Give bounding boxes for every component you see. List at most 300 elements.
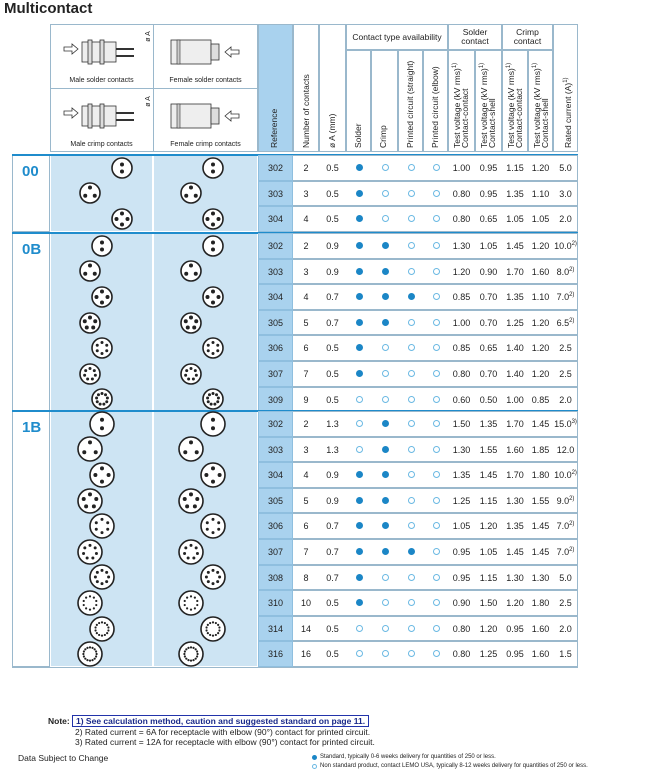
rated-current-value: 8.0$^{2)}$ [556, 266, 575, 277]
male-crimp-caption: Male crimp contacts [70, 141, 133, 148]
availability-pe-dot [433, 268, 440, 275]
diameter-value: 0.5 [326, 623, 339, 634]
diameter-value: 0.7 [326, 547, 339, 557]
availability-c-dot [382, 420, 389, 427]
availability-ps-dot [408, 242, 415, 249]
contacts-value: 14 [300, 623, 311, 634]
test-voltage-value: 1.05 [531, 214, 550, 225]
diameter-value: 0.7 [326, 572, 339, 583]
test-voltage-value: 1.20 [506, 598, 524, 609]
test-voltage-value: 0.80 [452, 649, 471, 660]
availability-ps-dot [408, 319, 415, 326]
reference-value: 310 [267, 598, 284, 609]
male-connector-face-icon [79, 182, 101, 204]
test-voltage-value: 1.60 [506, 444, 524, 455]
test-voltage-value: 0.85 [452, 343, 471, 354]
pc-elbow-label: Printed circuit (elbow) [430, 66, 440, 148]
test-voltage-value: 0.80 [452, 188, 471, 199]
test-voltage-label-4: Test voltage (kV rms)$^{1)}$ [531, 62, 542, 148]
male-solder-caption: Male solder contacts [69, 77, 134, 84]
contacts-value: 16 [300, 649, 311, 660]
test-voltage-value: 1.80 [531, 470, 550, 481]
header-image-divider-h [50, 88, 258, 89]
test-voltage-value: 1.05 [506, 214, 524, 225]
test-voltage-value: 0.95 [506, 623, 524, 634]
rated-current-value: 10.0$^{2)}$ [554, 241, 577, 251]
reference-value: 309 [267, 394, 284, 405]
test-voltage-value: 1.00 [452, 317, 471, 328]
male-connector-face-icon [91, 235, 113, 257]
rated-current-value: 2.5 [559, 598, 572, 609]
reference-value: 314 [267, 623, 284, 634]
test-voltage-value: 0.50 [479, 394, 498, 405]
contacts-value: 8 [303, 572, 309, 583]
male-connector-face-icon [91, 337, 113, 359]
availability-ps-dot [408, 396, 415, 403]
diameter-value: 0.5 [326, 649, 339, 660]
reference-value: 304 [267, 214, 284, 225]
rated-current-value: 2.5 [559, 369, 572, 379]
test-voltage-value: 1.70 [506, 419, 524, 429]
test-voltage-value: 0.95 [479, 163, 498, 173]
rated-current-value: 9.0$^{2)}$ [556, 495, 575, 506]
series-label-1B: 1B [22, 419, 42, 436]
availability-ps-dot [408, 190, 415, 197]
female-connector-face-icon [180, 363, 202, 385]
reference-value: 304 [267, 470, 284, 481]
test-voltage-value: 1.20 [452, 266, 471, 277]
diameter-value: 0.7 [326, 521, 339, 532]
dim-label-bottom: ø A [144, 96, 152, 107]
availability-c-dot [382, 370, 389, 377]
male-connector-face-icon [79, 363, 101, 385]
test-voltage-value: 0.65 [479, 214, 498, 225]
availability-c-dot [382, 396, 389, 403]
availability-pe-dot [433, 370, 440, 377]
series-0B-image-panel-2 [153, 233, 258, 412]
reference-value: 308 [267, 572, 284, 583]
male-connector-face-icon [77, 488, 103, 514]
rated-current-value: 6.5$^{2)}$ [556, 317, 575, 328]
test-voltage-value: 1.10 [531, 188, 550, 199]
series-00-image-panel-1 [50, 155, 153, 232]
male-connector-face-icon [111, 157, 133, 179]
test-voltage-value: 1.85 [531, 444, 550, 455]
reference-value: 316 [267, 649, 284, 660]
test-voltage-sub-4: Contact-shell [540, 98, 550, 148]
contact-type-header: Contact type availability [352, 31, 442, 42]
rated-current-value: 2.0 [559, 623, 572, 634]
contacts-value: 9 [303, 394, 309, 405]
rated-current-value: 2.0 [559, 394, 572, 405]
test-voltage-value: 1.45 [506, 241, 524, 251]
female-connector-face-icon [200, 462, 226, 488]
test-voltage-value: 1.35 [479, 419, 498, 429]
contacts-value: 5 [303, 495, 309, 506]
rated-current-value: 10.0$^{2)}$ [554, 470, 577, 481]
test-voltage-value: 0.60 [452, 394, 471, 405]
availability-c-dot [382, 242, 389, 249]
reference-value: 302 [267, 419, 284, 429]
test-voltage-value: 1.35 [506, 292, 524, 303]
test-voltage-value: 1.45 [531, 547, 550, 557]
test-voltage-value: 0.80 [452, 214, 471, 225]
test-voltage-value: 0.95 [452, 547, 471, 557]
test-voltage-value: 0.90 [452, 598, 471, 609]
male-connector-face-icon [91, 286, 113, 308]
legend-empty-dot [312, 764, 317, 769]
female-connector-face-icon [200, 411, 226, 437]
test-voltage-value: 1.20 [531, 317, 550, 328]
test-voltage-value: 0.95 [479, 188, 498, 199]
female-connector-face-icon [202, 157, 224, 179]
availability-ps-dot [408, 268, 415, 275]
solder-label: Solder [353, 123, 363, 148]
male-connector-face-icon [89, 564, 115, 590]
table-bottom-rule [12, 667, 578, 668]
test-voltage-value: 1.25 [452, 495, 471, 506]
test-voltage-value: 1.05 [479, 241, 498, 251]
test-voltage-value: 1.15 [479, 495, 498, 506]
availability-c-dot [382, 625, 389, 632]
test-voltage-value: 0.70 [479, 292, 498, 303]
availability-s-dot [356, 268, 363, 275]
test-voltage-value: 1.60 [531, 623, 550, 634]
test-voltage-value: 1.10 [531, 292, 550, 303]
test-voltage-value: 0.70 [479, 369, 498, 379]
test-voltage-value: 1.05 [452, 521, 471, 532]
availability-ps-dot [408, 548, 415, 555]
male-connector-face-icon [77, 641, 103, 667]
solder-contact-header: Solder contact [461, 27, 489, 46]
contacts-value: 5 [303, 317, 309, 328]
female-connector-face-icon [202, 388, 224, 410]
test-voltage-value: 1.25 [479, 649, 498, 660]
contacts-value: 7 [303, 547, 309, 557]
reference-value: 305 [267, 317, 284, 328]
series-0B-left-band [12, 233, 50, 412]
diameter-value: 0.5 [326, 188, 339, 199]
test-voltage-value: 1.35 [452, 470, 471, 481]
crimp-contact-header: Crimp contact [513, 27, 542, 46]
availability-s-dot [356, 164, 363, 171]
test-voltage-value: 1.50 [452, 419, 471, 429]
test-voltage-value: 1.30 [452, 444, 471, 455]
availability-c-dot [382, 497, 389, 504]
series-1B-left-band [12, 411, 50, 667]
contacts-value: 4 [303, 214, 309, 225]
availability-ps-dot [408, 370, 415, 377]
female-connector-face-icon [180, 312, 202, 334]
availability-ps-dot [408, 164, 415, 171]
availability-pe-dot [433, 319, 440, 326]
male-connector-face-icon [89, 411, 115, 437]
female-connector-face-icon [200, 564, 226, 590]
contacts-value: 3 [303, 444, 309, 455]
diameter-value: 0.5 [326, 163, 339, 173]
test-voltage-sub-1: Contact-contact [460, 88, 470, 148]
rated-current-value: 2.0 [559, 214, 572, 225]
contacts-value: 3 [303, 188, 309, 199]
availability-c-dot [382, 164, 389, 171]
footer-legend-2: Non standard product, contact LEMO USA, typically 8-12 weeks delivery for quantities of 250 or less. [320, 763, 588, 769]
availability-ps-dot [408, 574, 415, 581]
diameter-value: 1.3 [326, 419, 339, 429]
footer-legend-1: Standard, typically 0-6 weeks delivery for quantities of 250 or less. [320, 754, 496, 760]
male-connector-face-icon [111, 208, 133, 230]
male-crimp-drawing [62, 94, 142, 138]
test-voltage-value: 0.80 [452, 369, 471, 379]
rated-current-value: 3.0 [559, 188, 572, 199]
test-voltage-label-1: Test voltage (kV rms)$^{1)}$ [451, 62, 462, 148]
reference-value: 304 [267, 292, 284, 303]
contacts-value: 4 [303, 292, 309, 303]
test-voltage-value: 1.20 [531, 241, 550, 251]
test-voltage-value: 1.45 [506, 547, 524, 557]
availability-s-dot [356, 396, 363, 403]
availability-pe-dot [433, 164, 440, 171]
rated-current-value: 1.5 [559, 649, 572, 660]
availability-s-dot [356, 446, 363, 453]
crimp-label: Crimp [378, 125, 388, 148]
test-voltage-value: 1.00 [452, 163, 471, 173]
test-voltage-value: 1.30 [531, 572, 550, 583]
test-voltage-value: 0.85 [531, 394, 550, 405]
availability-ps-dot [408, 446, 415, 453]
contacts-value: 2 [303, 241, 309, 251]
availability-c-dot [382, 319, 389, 326]
diameter-value: 0.7 [326, 317, 339, 328]
availability-s-dot [356, 574, 363, 581]
female-connector-face-icon [178, 539, 204, 565]
test-voltage-value: 1.50 [479, 598, 498, 609]
test-voltage-value: 0.95 [452, 572, 471, 583]
female-connector-face-icon [178, 436, 204, 462]
diameter-value: 0.5 [326, 369, 339, 379]
test-voltage-value: 0.65 [479, 343, 498, 354]
availability-pe-dot [433, 625, 440, 632]
availability-s-dot [356, 190, 363, 197]
pc-straight-label: Printed circuit (straight) [405, 60, 415, 148]
test-voltage-value: 1.55 [479, 444, 498, 455]
availability-s-dot [356, 497, 363, 504]
test-voltage-value: 1.20 [531, 369, 550, 379]
test-voltage-value: 1.35 [506, 521, 524, 532]
test-voltage-value: 1.30 [452, 241, 471, 251]
contacts-value: 2 [303, 163, 309, 173]
availability-c-dot [382, 190, 389, 197]
availability-c-dot [382, 548, 389, 555]
test-voltage-label-3: Test voltage (kV rms)$^{1)}$ [505, 62, 516, 148]
test-voltage-value: 1.45 [531, 419, 550, 429]
diameter-value: 0.5 [326, 394, 339, 405]
test-voltage-value: 1.20 [479, 521, 498, 532]
availability-pe-dot [433, 396, 440, 403]
male-connector-face-icon [89, 616, 115, 642]
availability-c-dot [382, 574, 389, 581]
female-connector-face-icon [178, 641, 204, 667]
female-connector-face-icon [202, 286, 224, 308]
contacts-value: 6 [303, 521, 309, 532]
reference-value: 302 [267, 241, 284, 251]
availability-s-dot [356, 242, 363, 249]
availability-ps-dot [408, 625, 415, 632]
diameter-value: 0.5 [326, 214, 339, 225]
note-3: 3) Rated current = 12A for receptacle with elbow (90°) contact for printed circuit. [75, 737, 375, 747]
female-connector-face-icon [200, 513, 226, 539]
availability-pe-dot [433, 497, 440, 504]
availability-s-dot [356, 625, 363, 632]
male-connector-face-icon [77, 539, 103, 565]
reference-value: 303 [267, 444, 284, 455]
male-connector-face-icon [89, 462, 115, 488]
test-voltage-value: 1.60 [531, 266, 550, 277]
test-voltage-value: 1.45 [531, 521, 550, 532]
note-label: Note: [48, 716, 70, 726]
test-voltage-value: 1.20 [531, 343, 550, 354]
male-solder-drawing [62, 30, 142, 74]
test-voltage-value: 1.15 [506, 163, 524, 173]
test-voltage-sub-3: Contact-contact [514, 88, 524, 148]
diameter-value: 0.7 [326, 292, 339, 303]
rated-current-label: Rated current $(A)^{1)}$ [562, 77, 573, 148]
male-connector-face-icon [77, 590, 103, 616]
male-connector-face-icon [91, 388, 113, 410]
reference-value: 302 [267, 163, 284, 173]
contacts-value: 3 [303, 266, 309, 277]
reference-value: 306 [267, 343, 284, 354]
test-voltage-value: 1.30 [506, 495, 524, 506]
page-title: Multicontact [4, 0, 93, 17]
test-voltage-value: 1.40 [506, 369, 524, 379]
rated-current-value: 15.0$^{3)}$ [554, 419, 577, 429]
diameter-value: 1.3 [326, 444, 339, 455]
reference-label: Reference [269, 108, 279, 148]
test-voltage-value: 0.95 [506, 649, 524, 660]
female-crimp-drawing [165, 94, 245, 138]
test-voltage-value: 1.70 [506, 470, 524, 481]
dim-label-top: ø A [144, 31, 152, 42]
availability-pe-dot [433, 548, 440, 555]
reference-value: 306 [267, 521, 284, 532]
test-voltage-value: 1.35 [506, 188, 524, 199]
diameter-value: 0.5 [326, 598, 339, 609]
diameter-value: 0.9 [326, 241, 339, 251]
availability-s-dot [356, 420, 363, 427]
contacts-value: 2 [303, 419, 309, 429]
availability-c-dot [382, 446, 389, 453]
male-connector-face-icon [89, 513, 115, 539]
test-voltage-value: 1.45 [479, 470, 498, 481]
diameter-value: 0.9 [326, 495, 339, 506]
availability-pe-dot [433, 446, 440, 453]
rated-current-value: 2.5 [559, 343, 572, 354]
series-label-0B: 0B [22, 241, 42, 258]
footer-left: Data Subject to Change [18, 753, 109, 763]
contacts-value: 10 [300, 598, 311, 609]
female-connector-face-icon [202, 337, 224, 359]
availability-pe-dot [433, 190, 440, 197]
test-voltage-sub-2: Contact-shell [487, 98, 497, 148]
reference-value: 305 [267, 495, 284, 506]
female-connector-face-icon [180, 260, 202, 282]
female-connector-face-icon [202, 235, 224, 257]
diameter-value: 0.9 [326, 470, 339, 481]
availability-pe-dot [433, 574, 440, 581]
test-voltage-value: 1.20 [531, 163, 550, 173]
availability-s-dot [356, 319, 363, 326]
rated-current-value: 5.0 [559, 572, 572, 583]
test-voltage-value: 1.20 [479, 623, 498, 634]
availability-pe-dot [433, 420, 440, 427]
test-voltage-value: 1.80 [531, 598, 550, 609]
rated-current-value: 5.0 [559, 163, 572, 173]
female-solder-caption: Female solder contacts [169, 77, 242, 84]
rated-current-value: 7.0$^{2)}$ [556, 547, 575, 557]
male-connector-face-icon [79, 312, 101, 334]
contacts-value: 6 [303, 343, 309, 354]
contacts-value: 4 [303, 470, 309, 481]
reference-value: 307 [267, 547, 284, 557]
female-solder-drawing [165, 30, 245, 74]
availability-s-dot [356, 548, 363, 555]
male-connector-face-icon [77, 436, 103, 462]
rated-current-value: 12.0 [556, 444, 575, 455]
female-connector-face-icon [200, 616, 226, 642]
series-label-00: 00 [22, 163, 39, 180]
test-voltage-value: 0.85 [452, 292, 471, 303]
reference-value: 307 [267, 369, 284, 379]
test-voltage-label-2: Test voltage (kV rms)$^{1)}$ [478, 62, 489, 148]
test-voltage-value: 1.60 [531, 649, 550, 660]
availability-ps-dot [408, 420, 415, 427]
test-voltage-value: 0.70 [479, 317, 498, 328]
male-connector-face-icon [79, 260, 101, 282]
test-voltage-value: 1.15 [479, 572, 498, 583]
availability-pe-dot [433, 242, 440, 249]
test-voltage-value: 1.70 [506, 266, 524, 277]
reference-value: 303 [267, 266, 284, 277]
test-voltage-value: 0.80 [452, 623, 471, 634]
legend-full-dot [312, 755, 317, 760]
availability-c-dot [382, 268, 389, 275]
diameter-label: ø A (mm) [327, 113, 337, 148]
test-voltage-value: 1.40 [506, 343, 524, 354]
female-connector-face-icon [178, 488, 204, 514]
reference-value: 303 [267, 188, 284, 199]
rated-current-value: 7.0$^{2)}$ [556, 521, 575, 532]
number-of-contacts-label: Number of contacts [301, 74, 311, 148]
test-voltage-value: 1.05 [479, 547, 498, 557]
female-connector-face-icon [178, 590, 204, 616]
test-voltage-value: 1.30 [506, 572, 524, 583]
availability-ps-dot [408, 497, 415, 504]
test-voltage-value: 1.00 [506, 394, 524, 405]
rated-current-value: 7.0$^{2)}$ [556, 292, 575, 303]
contacts-value: 7 [303, 369, 309, 379]
test-voltage-value: 0.90 [479, 266, 498, 277]
availability-s-dot [356, 370, 363, 377]
test-voltage-value: 1.55 [531, 495, 550, 506]
series-0B-image-panel-1 [50, 233, 153, 412]
female-connector-face-icon [180, 182, 202, 204]
diameter-value: 0.5 [326, 343, 339, 354]
note-2: 2) Rated current = 6A for receptacle with elbow (90°) contact for printed circuit. [75, 727, 371, 737]
diameter-value: 0.9 [326, 266, 339, 277]
note-1: 1) See calculation method, caution and suggested standard on page 11. [72, 715, 369, 727]
female-crimp-caption: Female crimp contacts [170, 141, 241, 148]
test-voltage-value: 1.25 [506, 317, 524, 328]
